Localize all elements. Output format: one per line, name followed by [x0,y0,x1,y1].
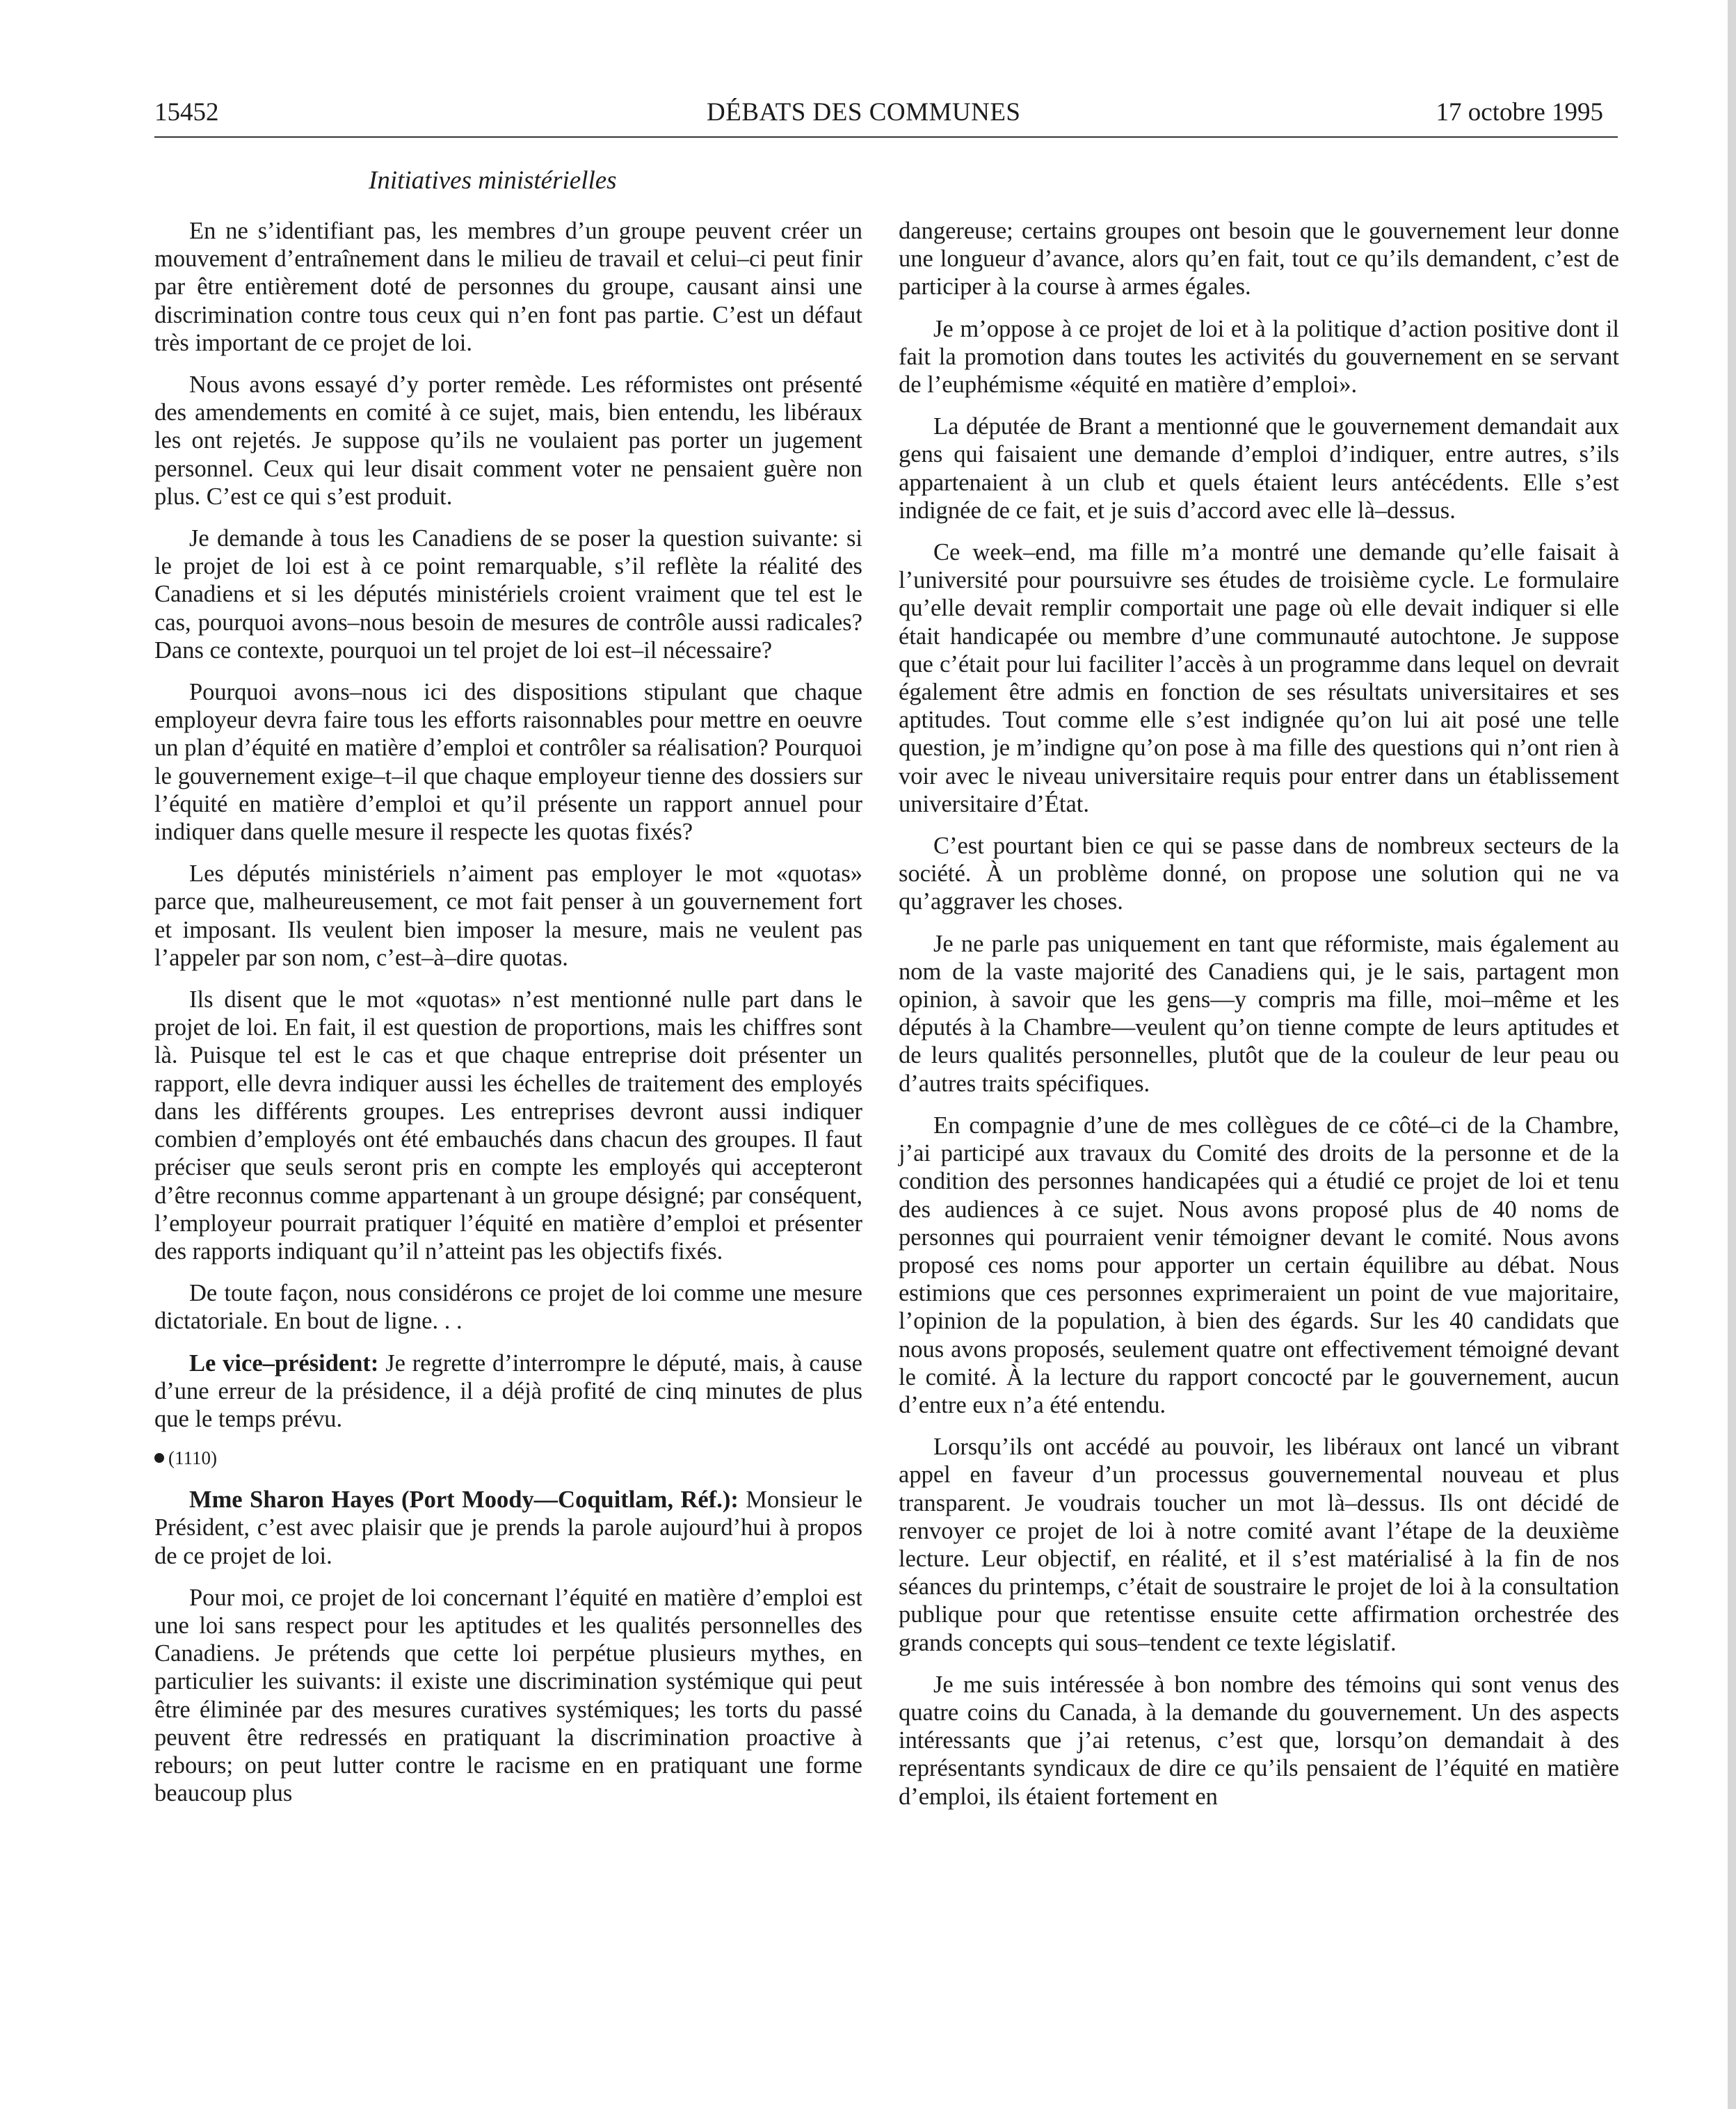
paragraph: En ne s’identifiant pas, les membres d’un groupe peuvent créer un mouvement d’entraînement dans le milieu de travail et celui–ci peut finir par être entièrement doté de personnes du groupe, causant ainsi une discrimination contre tous ceux qui n’en font pas partie. C’est un défaut très important de ce projet de loi. [154,218,862,356]
paragraph: Lorsqu’ils ont accédé au pouvoir, les libéraux ont lancé un vibrant appel en faveur d’un processus gouvernemental nouveau et plus transparent. Je voudrais toucher un mot là–dessus. Ils ont décidé de renvoyer ce projet de loi à notre comité avant l’étape de la deuxième lecture. Leur objectif, en réalité, et il s’est matérialisé à la fin de nos séances du printemps, c’était de soustraire le projet de loi à la consultation publique pour que retentisse ensuite cette affirmation orchestrée des grands concepts qui sous–tendent ce texte législatif. [899,1434,1619,1656]
paragraph: Je m’oppose à ce projet de loi et à la politique d’action positive dont il fait la promotion dans toutes les activités du gouvernement en se servant de l’euphémisme «équité en matière d’emploi». [899,315,1619,399]
speaker-paragraph [154,1486,862,1570]
scan-edge [1728,0,1736,2109]
paragraph: Pour moi, ce projet de loi concernant l’équité en matière d’emploi est une loi sans respect pour les aptitudes et les qualités personnelles des Canadiens. Je prétends que cette loi perpétue plusieurs mythes, en particulier les suivants: il existe une discrimination systémique qui peut être éliminée par des mesures curatives systémiques; les torts du passé peuvent être redressés en pratiquant la discrimination proactive à rebours; on peut lutter contre le racisme en en pratiquant une forme beaucoup plus [154,1584,862,1807]
left-column [154,217,862,1821]
paragraph: dangereuse; certains groupes ont besoin que le gouvernement leur donne une longueur d’avance, alors qu’en fait, tout ce qu’ils demandent, c’est de participer à la course à armes égales. [899,218,1619,300]
right-column [899,217,1619,1825]
speech-text: Je regrette d’interrompre le député, mais, à cause d’une erreur de la présidence, il a déjà profité de cinq minutes de plus que le temps prévu. [154,1349,862,1432]
timestamp-marker [154,1447,862,1469]
bullet-icon [154,1453,164,1463]
page-date: 17 octobre 1995 [1436,98,1603,127]
paragraph: Je ne parle pas uniquement en tant que réformiste, mais également au nom de la vaste majorité des Canadiens qui, je le sais, partagent mon opinion, à savoir que les gens—y compris ma fille, moi–même et les députés à la Chambre—veulent qu’on tienne compte de leurs aptitudes et de leurs qualités personnelles, plutôt que de la couleur de leur peau ou d’autres traits spécifiques. [899,930,1619,1097]
timestamp: (1110) [168,1448,217,1469]
speech-text: Monsieur le Président, c’est avec plaisir que je prends la parole aujourd’hui à propos de ce projet de loi. [154,1486,862,1569]
paragraph: Je me suis intéressée à bon nombre des témoins qui sont venus des quatre coins du Canada, à la demande du gouvernement. Un des aspects intéressants que j’ai retenus, c’est que, lorsqu’on demandait à des représentants syndicaux de dire ce qu’ils pensaient de l’équité en matière d’emploi, ils étaient fortement en [899,1671,1619,1810]
running-title: DÉBATS DES COMMUNES [707,98,1021,127]
paragraph: Les députés ministériels n’aiment pas employer le mot «quotas» parce que, malheureusement, ce mot fait penser à un gouvernement fort et imposant. Ils veulent bien imposer la mesure, mais ne veulent pas l’appeler par son nom, c’est–à–dire quotas. [154,860,862,971]
speaker-name: Mme Sharon Hayes (Port Moody—Coquitlam, Réf.): [189,1486,739,1514]
paragraph: Ils disent que le mot «quotas» n’est mentionné nulle part dans le projet de loi. En fait, il est question de proportions, mais les chiffres sont là. Puisque tel est le cas et que chaque entreprise doit présenter un rapport, elle devra indiquer aussi les échelles de traitement des employés dans les différents groupes. Les entreprises devront aussi indiquer combien d’employés ont été embauchés dans chacun des groupes. Il faut préciser que seuls seront pris en compte les employés qui accepteront d’être reconnus comme appartenant à un groupe désigné; par conséquent, l’employeur pourrait pratiquer l’équité en matière d’emploi et présenter des rapports indiquant qu’il n’atteint pas les objectifs fixés. [154,986,862,1265]
paragraph: Je demande à tous les Canadiens de se poser la question suivante: si le projet de loi est à ce point remarquable, s’il reflète la réalité des Canadiens et si les députés ministériels croient vraiment que tel est le cas, pourquoi avons–nous besoin de mesures de contrôle aussi radicales? Dans ce contexte, pourquoi un tel projet de loi est–il nécessaire? [154,525,862,664]
paragraph: Ce week–end, ma fille m’a montré une demande qu’elle faisait à l’université pour poursuivre ses études de troisième cycle. Le formulaire qu’elle devait remplir comportait une page où elle devait indiquer si elle était handicapée ou membre d’une communauté autochtone. Je suppose que c’était pour lui faciliter l’accès à un programme dans lequel on devrait également être admis en fonction de ses résultats universitaires et ses aptitudes. Tout comme elle s’est indignée qu’on lui ait posé une telle question, je m’indigne qu’on pose à ma fille des questions qui n’ont rien à voir avec le niveau universitaire requis pour entrer dans un établissement universitaire d’État. [899,539,1619,817]
paragraph: Nous avons essayé d’y porter remède. Les réformistes ont présenté des amendements en comité à ce sujet, mais, bien entendu, les libéraux les ont rejetés. Je suppose qu’ils ne voulaient pas porter un jugement personnel. Ceux qui leur disait comment voter ne pensaient guère non plus. C’est ce qui s’est produit. [154,371,862,510]
paragraph: C’est pourtant bien ce qui se passe dans de nombreux secteurs de la société. À un problème donné, on propose une solution qui ne va qu’aggraver les choses. [899,833,1619,915]
paragraph: De toute façon, nous considérons ce projet de loi comme une mesure dictatoriale. En bout de ligne. . . [154,1280,862,1335]
speaker-name: Le vice–président: [189,1349,379,1377]
page-number: 15452 [154,98,219,127]
header-rule [154,136,1618,138]
section-heading: Initiatives ministérielles [369,166,617,195]
paragraph: La députée de Brant a mentionné que le gouvernement demandait aux gens qui faisaient une demande d’emploi d’indiquer, entre autres, s’ils appartenaient à un club et quels étaient leurs antécédents. Elle s’est indignée de ce fait, et je suis d’accord avec elle là–dessus. [899,413,1619,524]
paragraph: En compagnie d’une de mes collègues de ce côté–ci de la Chambre, j’ai participé aux travaux du Comité des droits de la personne et de la condition des personnes handicapées qui a étudié ce projet de loi et tenu des audiences à ce sujet. Nous avons proposé plus de 40 noms de personnes qui pourraient venir témoigner devant le comité. Nous avons proposé ces noms pour apporter un certain équilibre au débat. Nous estimions que ces personnes exprimeraient un point de vue majoritaire, l’opinion de la population, à bien des égards. Sur les 40 candidats que nous avons proposés, seulement quatre ont effectivement témoigné devant le comité. À la lecture du rapport concocté par le gouvernement, aucun d’entre eux n’a été entendu. [899,1112,1619,1418]
paragraph: Pourquoi avons–nous ici des dispositions stipulant que chaque employeur devra faire tous les efforts raisonnables pour mettre en oeuvre un plan d’équité en matière d’emploi et contrôler sa réalisation? Pourquoi le gouvernement exige–t–il que chaque employeur tienne des dossiers sur l’équité en matière d’emploi et qu’il présente un rapport annuel pour indiquer dans quelle mesure il respecte les quotas fixés? [154,679,862,846]
speaker-paragraph [154,1349,862,1434]
